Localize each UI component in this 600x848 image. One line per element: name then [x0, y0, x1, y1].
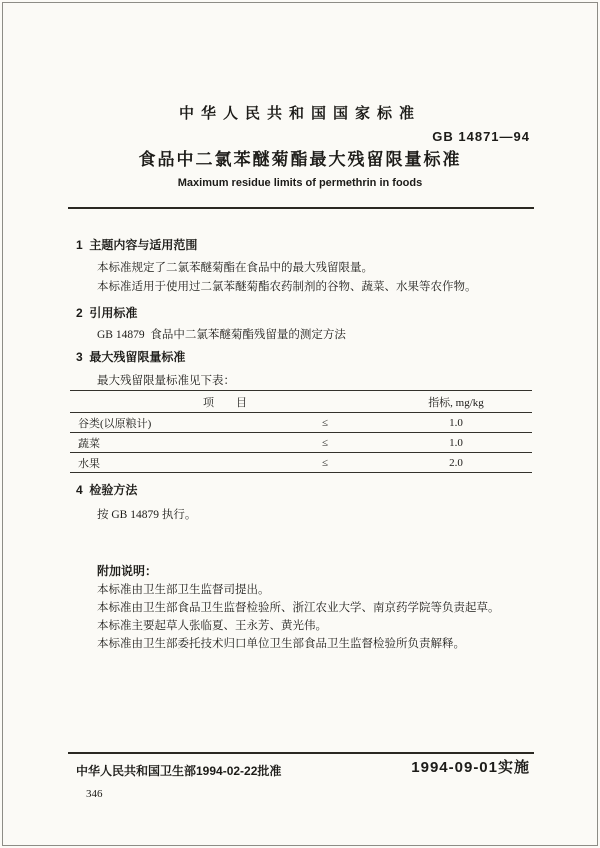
section-2-reference: GB 14879 食品中二氯苯醚菊酯残留量的测定方法 — [97, 329, 346, 341]
row-operator: ≤ — [321, 456, 329, 469]
appendix-line: 本标准由卫生部食品卫生监督检验所、浙江农业大学、南京药学院等负责起草。 — [97, 602, 500, 614]
section-1-paragraph-1: 本标准规定了二氯苯醚菊酯在食品中的最大残留限量。 — [97, 262, 373, 274]
footer-divider — [68, 752, 534, 754]
table-header-value: 指标, mg/kg — [428, 396, 484, 409]
standard-number: GB 14871—94 — [432, 129, 530, 144]
section-3-intro: 最大残留限量标准见下表： — [97, 375, 235, 387]
row-operator: ≤ — [321, 416, 329, 429]
header-divider — [68, 207, 534, 209]
appendix-line: 本标准由卫生部卫生监督司提出。 — [97, 584, 270, 596]
table-row — [70, 413, 532, 433]
appendix-line: 本标准由卫生部委托技术归口单位卫生部食品卫生监督检验所负责解释。 — [97, 638, 465, 650]
document-title-en: Maximum residue limits of permethrin in foods — [177, 177, 423, 189]
section-1-heading: 1 主题内容与适用范围 — [76, 238, 198, 252]
approval-note: 中华人民共和国卫生部1994-02-22批准 — [76, 764, 282, 778]
row-item: 蔬菜 — [78, 437, 100, 450]
mrl-table — [70, 390, 532, 473]
table-row — [70, 453, 532, 473]
section-3-heading: 3 最大残留限量标准 — [76, 350, 186, 364]
row-value: 1.0 — [449, 416, 463, 429]
row-value: 1.0 — [449, 436, 463, 449]
table-row — [70, 433, 532, 453]
section-4-heading: 4 检验方法 — [76, 483, 138, 497]
appendix-title: 附加说明： — [97, 564, 158, 578]
row-operator: ≤ — [321, 436, 329, 449]
row-item: 谷类(以原粮计) — [78, 417, 152, 430]
section-2-heading: 2 引用标准 — [76, 306, 138, 320]
row-value: 2.0 — [449, 456, 463, 469]
table-header-row — [70, 391, 532, 413]
standard-authority-title: 中华人民共和国国家标准 — [178, 105, 421, 122]
appendix-line: 本标准主要起草人张临夏、王永芳、黄光伟。 — [97, 620, 327, 632]
page-number: 346 — [86, 788, 103, 800]
row-item: 水果 — [78, 457, 100, 470]
table-header-item: 项 目 — [203, 396, 247, 409]
document-title-cn: 食品中二氯苯醚菊酯最大残留限量标准 — [138, 150, 462, 169]
section-4-paragraph: 按 GB 14879 执行。 — [97, 509, 197, 521]
section-1-paragraph-2: 本标准适用于使用过二氯苯醚菊酯农药制剂的谷物、蔬菜、水果等农作物。 — [97, 281, 477, 293]
implementation-date: 1994-09-01实施 — [411, 759, 530, 776]
